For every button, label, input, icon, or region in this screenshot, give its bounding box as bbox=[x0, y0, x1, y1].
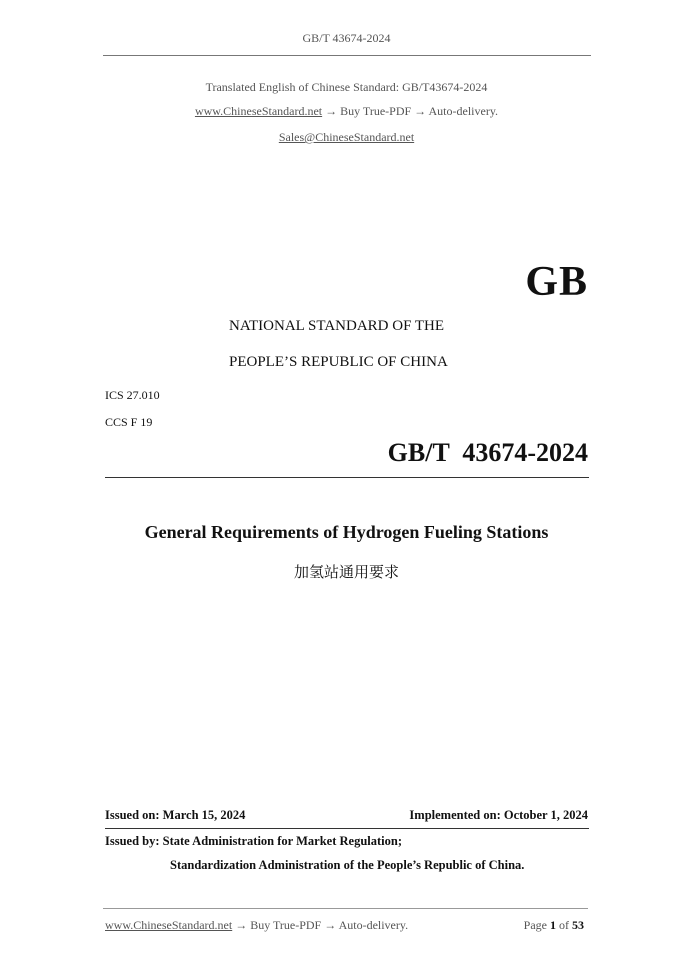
header-divider bbox=[103, 55, 591, 56]
page-number: 1 bbox=[550, 918, 556, 932]
site-link[interactable]: www.ChineseStandard.net bbox=[194, 104, 323, 118]
number-divider bbox=[105, 477, 589, 478]
issued-by-2: Standardization Administration of the People’s Republic of China. bbox=[170, 858, 525, 872]
gb-logo: GB bbox=[525, 259, 588, 305]
title-english: General Requirements of Hydrogen Fueling Stations bbox=[144, 522, 549, 542]
footer-divider bbox=[103, 908, 588, 909]
standard-number: GB/T 43674-2024 bbox=[387, 438, 588, 467]
running-header: GB/T 43674-2024 bbox=[302, 31, 391, 45]
implemented-on: Implemented on: October 1, 2024 bbox=[409, 808, 588, 822]
page-indicator bbox=[524, 918, 584, 933]
footer-site-link[interactable]: www.ChineseStandard.net bbox=[105, 918, 233, 932]
sales-line bbox=[0, 130, 693, 145]
issue-divider bbox=[105, 828, 589, 829]
ics-code: ICS 27.010 bbox=[105, 388, 160, 402]
page-label: Page bbox=[523, 918, 547, 932]
issued-on: Issued on: March 15, 2024 bbox=[105, 808, 246, 822]
footer-buy-text: → Buy True-PDF → Auto-delivery. bbox=[235, 918, 409, 932]
title-chinese: 加氢站通用要求 bbox=[293, 563, 399, 581]
national-line-2: PEOPLE’S REPUBLIC OF CHINA bbox=[229, 354, 448, 370]
translation-notice: Translated English of Chinese Standard: GB/T43674-2024 bbox=[205, 80, 488, 94]
issued-by: Issued by: State Administration for Market Regulation; bbox=[105, 834, 402, 848]
ccs-code: CCS F 19 bbox=[105, 415, 153, 429]
page-total: 53 bbox=[572, 918, 584, 932]
footer-links bbox=[105, 918, 408, 933]
national-line-1: NATIONAL STANDARD OF THE bbox=[229, 318, 445, 334]
sales-email-link[interactable]: Sales@ChineseStandard.net bbox=[278, 130, 415, 144]
buy-text: → Buy True-PDF → Auto-delivery. bbox=[325, 104, 499, 118]
buy-line bbox=[0, 104, 693, 119]
of-label: of bbox=[559, 918, 569, 932]
